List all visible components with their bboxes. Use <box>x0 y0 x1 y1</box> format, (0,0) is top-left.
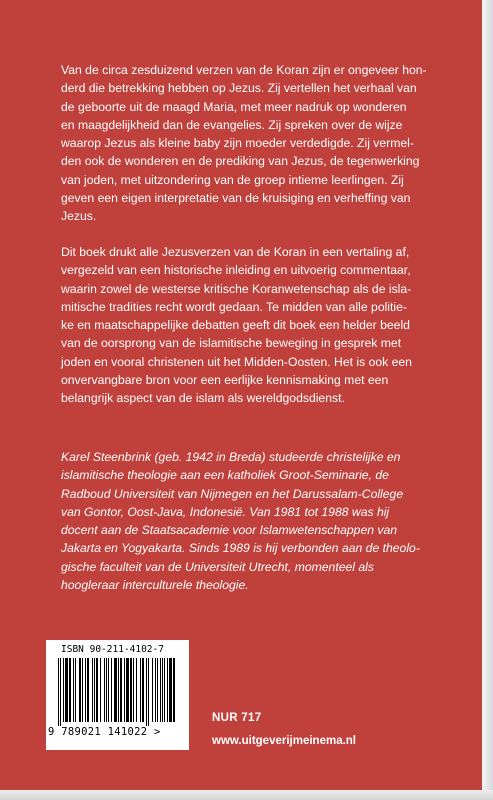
description-paragraph-2 <box>61 243 463 408</box>
text-line: Jezus. <box>61 209 97 224</box>
text-line: Van de circa zesduizend verzen van de Koran zijn er ongeveer hon- <box>61 63 427 77</box>
text-line: den ook de wonderen en de prediking van Jezus, de tegenwerking <box>61 154 420 169</box>
text-line: derd die betrekking hebben op Jezus. Zij vertellen het verhaal van <box>61 81 417 96</box>
nur-code: NUR 717 <box>212 712 262 724</box>
author-bio <box>61 448 463 594</box>
text-line: mitische tradities recht wordt gedaan. Te midden van alle politie- <box>61 299 407 314</box>
text-line: ke en maatschappelijke debatten geeft dit boek een helder beeld <box>61 318 410 333</box>
text-line: van joden, met uitzondering van de groep intieme leerlingen. Zij <box>61 172 404 187</box>
text-line: Jakarta en Yogyakarta. Sinds 1989 is hij verbonden aan de theolo- <box>61 541 420 556</box>
barcode-label <box>46 640 189 750</box>
page-edge-bottom <box>0 790 493 800</box>
text-line: hoogleraar interculturele theologie. <box>61 578 249 593</box>
text-line: van Gontor, Oost-Java, Indonesië. Van 1981 tot 1988 was hij <box>61 504 390 519</box>
isbn-text: ISBN 90-211-4102-7 <box>61 644 164 655</box>
text-line: islamitische theologie aan een katholiek Groot-Seminarie, de <box>61 468 389 483</box>
description-paragraph-1 <box>61 61 463 226</box>
barcode-number: 9 789021 141022 > <box>48 726 161 738</box>
text-line: waarin zowel de westerse kritische Koranwetenschap als de isla- <box>61 281 412 296</box>
text-line: waarop Jezus als kleine baby zijn moeder verdedigde. Zij vermel- <box>61 136 414 151</box>
text-line: joden en vooral christenen uit het Midden-Oosten. Het is ook een <box>61 354 412 369</box>
text-line: belangrijk aspect van de islam als wereldgodsdienst. <box>61 391 345 406</box>
text-line: vergezeld van een historische inleiding en uitvoerig commentaar, <box>61 263 411 278</box>
text-line: Karel Steenbrink (geb. 1942 in Breda) studeerde christelijke en <box>61 450 401 464</box>
text-line: docent aan de Staatsacademie voor Islamwetenschappen van <box>61 523 398 538</box>
text-line: van de oorsprong van de islamitische beweging in gesprek met <box>61 336 402 351</box>
text-line: de geboorte uit de maagd Maria, met meer nadruk op wonderen <box>61 99 407 114</box>
page-edge-right <box>482 0 493 800</box>
text-line: Dit boek drukt alle Jezusverzen van de Koran in een vertaling af, <box>61 245 410 259</box>
text-line: Radboud Universiteit van Nijmegen en het Darussalam-College <box>61 486 404 501</box>
text-line: geven een eigen interpretatie van de kruisiging en verheffing van <box>61 191 411 206</box>
publisher-website: www.uitgeverijmeinema.nl <box>212 735 357 747</box>
barcode-bars <box>58 658 177 726</box>
text-line: en maagdelijkheid dan de evangelies. Zij spreken over de wijze <box>61 117 403 132</box>
text-line: gische faculteit van de Universiteit Utrecht, momenteel als <box>61 559 374 574</box>
text-line: onvervangbare bron voor een eerlijke kennismaking met een <box>61 373 389 388</box>
